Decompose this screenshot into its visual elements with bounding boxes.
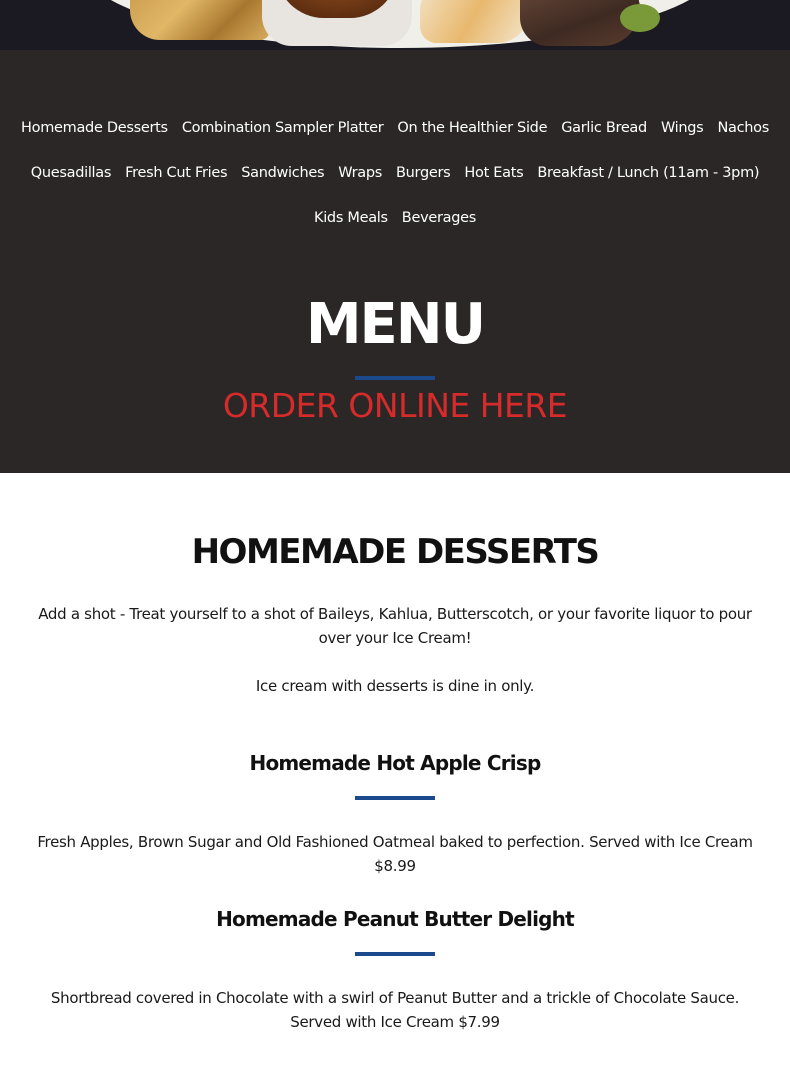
- nav-item-wings[interactable]: Wings: [660, 119, 704, 136]
- category-nav-row-2: [0, 150, 790, 195]
- item-divider: [355, 796, 435, 800]
- menu-divider: [355, 376, 435, 380]
- nav-item-fresh-cut-fries[interactable]: Fresh Cut Fries: [125, 164, 228, 181]
- nav-item-hot-eats[interactable]: Hot Eats: [464, 164, 524, 181]
- item-title: Homemade Peanut Butter Delight: [216, 907, 574, 931]
- nav-item-sandwiches[interactable]: Sandwiches: [241, 164, 325, 181]
- category-nav-row-3: [0, 195, 790, 240]
- cheese-image: [420, 0, 530, 43]
- menu-header-section: [0, 50, 790, 473]
- item-description: Fresh Apples, Brown Sugar and Old Fashioned Oatmeal baked to perfection. Served with Ice Cream $8.99: [37, 833, 753, 875]
- item-title: Homemade Hot Apple Crisp: [249, 751, 541, 775]
- menu-title: MENU: [305, 292, 485, 357]
- nav-item-beverages[interactable]: Beverages: [401, 209, 476, 226]
- item-description: Shortbread covered in Chocolate with a swirl of Peanut Butter and a trickle of Chocolate Sauce. Served with Ice Cream $7.99: [50, 989, 740, 1031]
- category-nav-row-1: [0, 105, 790, 150]
- hero-food-photo: [0, 0, 790, 50]
- item-divider: [355, 952, 435, 956]
- nav-item-on-the-healthier-side[interactable]: On the Healthier Side: [397, 119, 548, 136]
- nav-item-quesadillas[interactable]: Quesadillas: [30, 164, 112, 181]
- nav-item-breakfast-lunch[interactable]: Breakfast / Lunch (11am - 3pm): [537, 164, 760, 181]
- section-note: Ice cream with desserts is dine in only.: [255, 677, 535, 695]
- nav-item-wraps[interactable]: Wraps: [338, 164, 383, 181]
- category-nav: [0, 105, 790, 240]
- section-intro: Add a shot - Treat yourself to a shot of Baileys, Kahlua, Butterscotch, or your favorite liquor to pour over your Ice Cream!: [38, 605, 752, 647]
- nav-item-burgers[interactable]: Burgers: [396, 164, 451, 181]
- nav-item-homemade-desserts[interactable]: Homemade Desserts: [21, 119, 168, 136]
- fries-image: [130, 0, 270, 40]
- order-online-link[interactable]: ORDER ONLINE HERE: [222, 386, 568, 425]
- nav-item-combination-sampler-platter[interactable]: Combination Sampler Platter: [181, 119, 384, 136]
- nav-item-nachos[interactable]: Nachos: [717, 119, 769, 136]
- section-title: HOMEMADE DESSERTS: [191, 532, 599, 572]
- nav-item-garlic-bread[interactable]: Garlic Bread: [561, 119, 647, 136]
- nav-item-kids-meals[interactable]: Kids Meals: [313, 209, 388, 226]
- garnish-image: [620, 4, 660, 32]
